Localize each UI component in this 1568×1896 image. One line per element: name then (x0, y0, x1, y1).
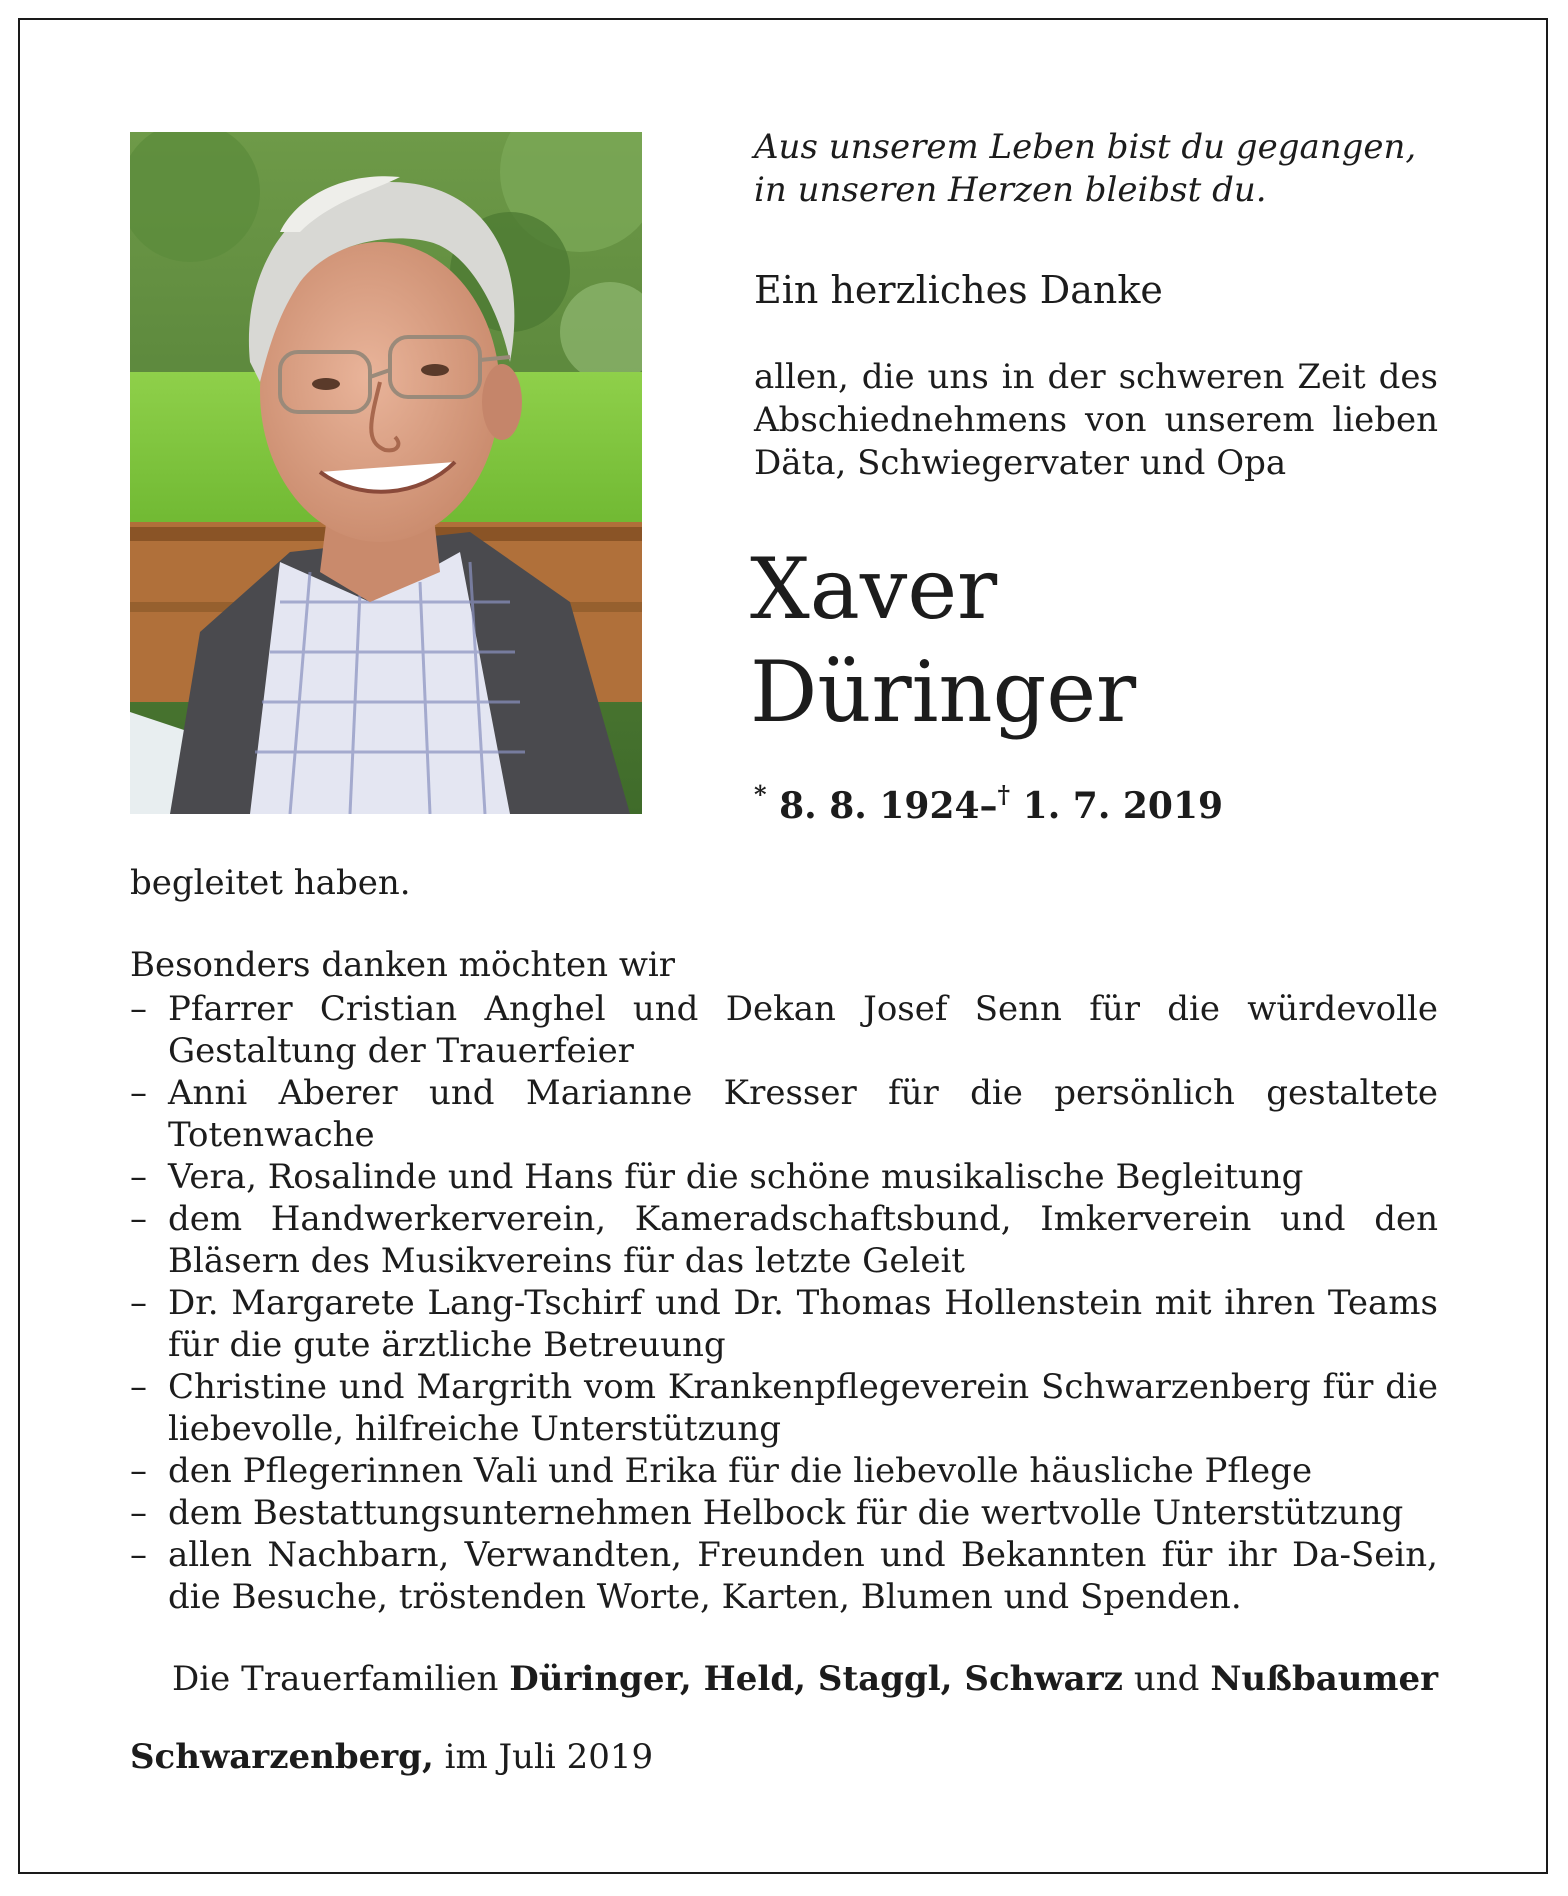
thanks-list-item: – Dr. Margarete Lang-Tschirf und Dr. Thomas Hollenstein mit ihren Teams für die gute ärztliche Betreuung (130, 1282, 1438, 1366)
birth-date: 8. 8. 1924 (779, 785, 980, 827)
place: Schwarzenberg, (130, 1737, 434, 1777)
thanks-list-item: – Pfarrer Cristian Anghel und Dekan Josef Senn für die würdevolle Gestaltung der Trauerfeier (130, 988, 1438, 1072)
intro-line-2: Abschiednehmens von unserem lieben (754, 400, 1438, 440)
family-prefix: Die Trauerfamilien (172, 1659, 499, 1699)
motto (754, 126, 1438, 212)
thanks-list-item: – allen Nachbarn, Verwandten, Freunden und Bekannten für ihr Da-Sein, die Besuche, tröstenden Worte, Karten, Blumen und Spenden. (130, 1534, 1438, 1618)
intro-line-3: Däta, Schwiegervater und Opa (754, 443, 1287, 483)
list-intro: Besonders danken möchten wir (130, 945, 676, 985)
thanks-list-item: – Vera, Rosalinde und Hans für die schöne musikalische Begleitung (130, 1156, 1438, 1198)
death-symbol: † (997, 780, 1011, 809)
thanks-list-item: – Christine und Margrith vom Krankenpflegeverein Schwarzenberg für die liebevolle, hilfreiche Unterstützung (130, 1366, 1438, 1450)
mourning-families (130, 1658, 1438, 1700)
header-text-column (750, 126, 1438, 827)
motto-line-1: Aus unserem Leben bist du gegangen, (754, 127, 1417, 167)
body-text-column (130, 862, 1438, 1778)
thanks-list-item: – dem Handwerkerverein, Kameradschaftsbund, Imkerverein und den Bläsern des Musikvereins für das letzte Geleit (130, 1198, 1438, 1282)
birth-symbol: * (754, 780, 767, 809)
family-conjunction: und (1133, 1659, 1200, 1699)
deceased-first-name: Xaver (750, 540, 998, 638)
date: im Juli 2019 (444, 1737, 654, 1777)
death-date: 1. 7. 2019 (1022, 785, 1224, 827)
date-separator: – (979, 785, 998, 827)
portrait-photo-icon (130, 132, 642, 814)
intro-text (754, 356, 1438, 485)
continued-text: begleitet haben. (130, 863, 411, 903)
motto-line-2: in unseren Herzen bleibst du. (754, 170, 1267, 210)
thanks-list-item: – Anni Aberer und Marianne Kresser für die persönlich gestaltete Totenwache (130, 1072, 1438, 1156)
thanks-list (130, 988, 1438, 1618)
family-names: Düringer, Held, Staggl, Schwarz (509, 1659, 1123, 1699)
intro-line-1: allen, die uns in der schweren Zeit des (754, 357, 1438, 397)
portrait-photo (130, 132, 642, 814)
thanks-list-item: – dem Bestattungsunternehmen Helbock für die wertvolle Unterstützung (130, 1492, 1438, 1534)
family-last-name: Nußbaumer (1210, 1659, 1439, 1699)
deceased-name (750, 538, 1136, 744)
deceased-last-name: Düringer (750, 643, 1137, 741)
thanks-list-item: – den Pflegerinnen Vali und Erika für die liebevolle häusliche Pflege (130, 1450, 1438, 1492)
thanks-title: Ein herzliches Danke (754, 268, 1163, 312)
place-and-date (130, 1736, 1438, 1778)
life-dates (754, 776, 1223, 827)
